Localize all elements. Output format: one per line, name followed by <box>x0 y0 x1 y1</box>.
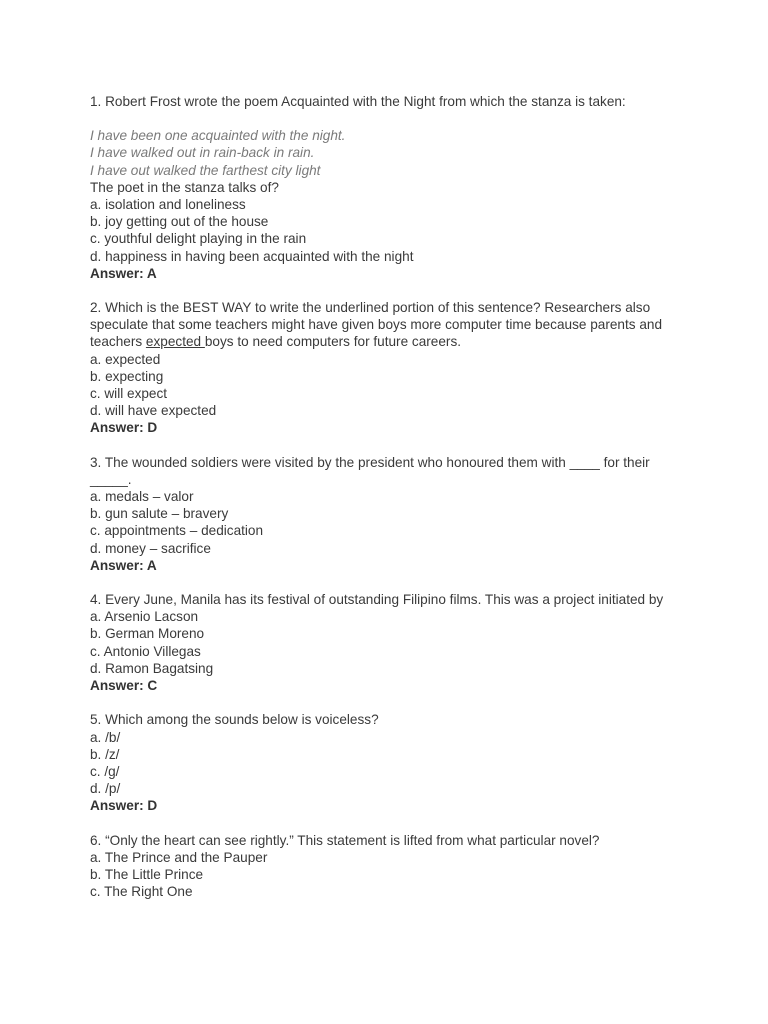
answer-label: Answer: D <box>90 420 158 436</box>
option-c: c. /g/ <box>90 763 120 779</box>
question-prompt: The poet in the stanza talks of? <box>90 179 279 195</box>
question-stem: 3. The wounded soldiers were visited by the president who honoured them with ____ for their _____. <box>90 454 650 487</box>
question-3 <box>90 454 670 574</box>
question-4 <box>90 591 670 694</box>
option-c: c. The Right One <box>90 884 193 900</box>
option-c: c. will expect <box>90 386 168 402</box>
option-d: d. will have expected <box>90 403 217 419</box>
question-1 <box>90 93 670 282</box>
question-6 <box>90 832 670 901</box>
option-c: c. appointments – dedication <box>90 523 264 539</box>
option-d: d. /p/ <box>90 781 121 797</box>
option-d: d. Ramon Bagatsing <box>90 660 214 676</box>
option-d: d. money – sacrifice <box>90 540 211 556</box>
poem-line: I have out walked the farthest city light <box>90 162 321 178</box>
question-stem: 1. Robert Frost wrote the poem Acquainted with the Night from which the stanza is taken: <box>90 94 626 109</box>
question-stem: 5. Which among the sounds below is voiceless? <box>90 712 379 728</box>
option-a: a. Arsenio Lacson <box>90 609 199 625</box>
option-b: b. /z/ <box>90 746 120 762</box>
poem-line: I have walked out in rain-back in rain. <box>90 145 315 161</box>
option-a: a. /b/ <box>90 729 121 745</box>
answer-label: Answer: A <box>90 265 157 281</box>
option-a: a. The Prince and the Pauper <box>90 849 268 865</box>
quiz-document <box>90 93 670 917</box>
question-2 <box>90 299 670 437</box>
answer-label: Answer: A <box>90 557 157 573</box>
question-5 <box>90 711 670 814</box>
option-b: b. The Little Prince <box>90 866 204 882</box>
answer-label: Answer: D <box>90 798 158 814</box>
option-b: b. gun salute – bravery <box>90 506 229 522</box>
question-stem: 6. “Only the heart can see rightly.” This statement is lifted from what particular novel? <box>90 832 600 848</box>
stem-text: 2. Which is the BEST WAY to write the underlined portion of this sentence? Researchers also speculate that some teachers might have given boys more computer time because parents and teachers <box>90 300 663 350</box>
option-b: b. joy getting out of the house <box>90 214 269 230</box>
option-d: d. happiness in having been acquainted with the night <box>90 248 414 264</box>
option-a: a. medals – valor <box>90 489 194 505</box>
poem-line: I have been one acquainted with the night. <box>90 128 346 144</box>
option-b: b. German Moreno <box>90 626 205 642</box>
question-stem <box>90 299 670 351</box>
answer-label: Answer: C <box>90 678 158 694</box>
stem-text: boys to need computers for future careers. <box>204 334 462 350</box>
option-a: a. expected <box>90 351 161 367</box>
option-c: c. Antonio Villegas <box>90 643 201 659</box>
option-c: c. youthful delight playing in the rain <box>90 231 307 247</box>
question-stem: 4. Every June, Manila has its festival of outstanding Filipino films. This was a project initiated by <box>90 592 664 608</box>
option-b: b. expecting <box>90 368 164 384</box>
poem-stanza <box>90 127 670 179</box>
underlined-portion: expected <box>145 334 205 350</box>
option-a: a. isolation and loneliness <box>90 197 246 213</box>
